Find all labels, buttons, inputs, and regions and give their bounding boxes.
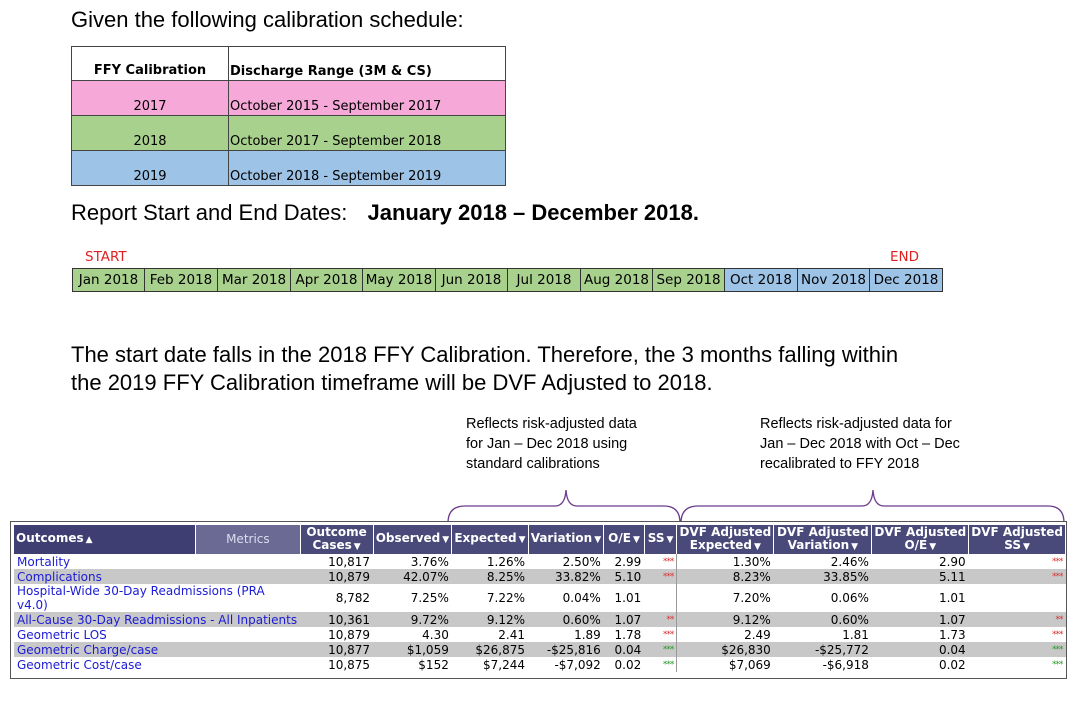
- timeline-month: Jul 2018: [508, 269, 581, 291]
- timeline-month: May 2018: [363, 269, 436, 291]
- outcome-name-text[interactable]: All-Cause 30-Day Readmissions - All Inpatients: [17, 612, 298, 627]
- expected-header-label: Expected: [454, 531, 517, 545]
- timeline-month: Feb 2018: [145, 269, 218, 291]
- table-row[interactable]: [14, 584, 1066, 612]
- expected-cell: 9.12%: [452, 612, 528, 627]
- observed-column-header[interactable]: [373, 525, 452, 554]
- variation-cell: 1.89: [574, 627, 601, 642]
- report-dates-value: January 2018 – December 2018.: [367, 200, 699, 225]
- dvf-variation-cell: -$25,772: [774, 642, 872, 657]
- dvf-ss-cell: [969, 584, 1066, 612]
- right-note-line: Reflects risk-adjusted data for: [760, 416, 952, 432]
- dvf-ss-cell: ***: [969, 569, 1066, 584]
- table-row[interactable]: [14, 627, 1066, 642]
- ss-cell: ***: [644, 627, 677, 642]
- dvf-ss-cell: ***: [1052, 556, 1063, 567]
- ss-cell: [644, 584, 677, 612]
- observed-cell: 4.30: [422, 627, 449, 642]
- dvf-ss-cell: ***: [1052, 629, 1063, 640]
- outcome-cases-cell: 10,817: [328, 554, 371, 569]
- chevron-down-icon: ▼: [594, 535, 602, 545]
- timeline-start-label: START: [85, 249, 127, 265]
- variation-cell: -$25,816: [528, 642, 604, 657]
- dvf-variation-cell: 33.85%: [774, 569, 872, 584]
- dvf-variation-header-line: Variation: [787, 537, 850, 552]
- left-note-line: standard calibrations: [466, 456, 600, 472]
- outcomes-grid: [10, 521, 1067, 679]
- oe-header-label: O/E: [608, 531, 631, 545]
- expected-cell: $7,244: [483, 657, 526, 672]
- table-row[interactable]: [14, 554, 1066, 569]
- dvf-ss-column-header[interactable]: [969, 525, 1066, 554]
- outcomes-column-header[interactable]: [14, 525, 196, 554]
- explanation-line-1: The start date falls in the 2018 FFY Calibration. Therefore, the 3 months falling within: [71, 342, 899, 367]
- observed-cell: $1,059: [373, 642, 452, 657]
- chevron-down-icon: ▼: [754, 541, 761, 552]
- outcome-cases-cell: 10,879: [300, 569, 373, 584]
- timeline-month: Mar 2018: [218, 269, 291, 291]
- calibration-year: 2019: [72, 151, 229, 186]
- outcome-name-text[interactable]: v4.0): [17, 598, 48, 612]
- variation-cell: 0.60%: [528, 612, 604, 627]
- chevron-down-icon: ▼: [851, 541, 859, 552]
- outcome-name[interactable]: [14, 569, 300, 584]
- outcome-name[interactable]: [14, 642, 300, 657]
- outcome-name[interactable]: [14, 584, 300, 612]
- variation-header-label: Variation: [530, 531, 593, 545]
- expected-cell: 2.41: [498, 627, 526, 642]
- explanation-line-2: the 2019 FFY Calibration timeframe will be DVF Adjusted to 2018.: [71, 370, 713, 395]
- outcome-cases-cell: 10,361: [300, 612, 373, 627]
- outcome-cases-cell: 10,877: [300, 642, 373, 657]
- dvf-ss-cell: ***: [969, 642, 1066, 657]
- table-row[interactable]: [14, 569, 1066, 584]
- sort-asc-icon: ▲: [85, 535, 93, 545]
- outcome-cases-header-line: Cases: [312, 537, 352, 552]
- dvf-expected-cell: 8.23%: [677, 569, 774, 584]
- dvf-oe-cell: 0.04: [872, 642, 969, 657]
- variation-cell: 2.50%: [562, 554, 601, 569]
- oe-cell: 1.07: [604, 612, 644, 627]
- dvf-oe-header-line: DVF Adjusted: [874, 524, 967, 539]
- dvf-oe-cell: 0.02: [938, 657, 966, 672]
- right-brace: [681, 490, 1064, 523]
- dvf-oe-cell: 1.01: [938, 591, 966, 605]
- observed-cell: 3.76%: [410, 554, 449, 569]
- chevron-down-icon: ▼: [1023, 541, 1030, 552]
- timeline-month: Oct 2018: [725, 269, 798, 291]
- outcome-cases-column-header[interactable]: [300, 525, 373, 554]
- dvf-oe-cell: 1.07: [872, 612, 969, 627]
- observed-header-label: Observed: [375, 531, 441, 545]
- expected-column-header[interactable]: [452, 525, 528, 554]
- outcome-name-text[interactable]: Mortality: [17, 554, 71, 569]
- oe-cell: 5.10: [604, 569, 644, 584]
- header-discharge-range: Discharge Range (3M & CS): [229, 47, 506, 81]
- oe-cell: 0.04: [604, 642, 644, 657]
- calibration-year: 2017: [72, 81, 229, 116]
- calibration-year: 2018: [72, 116, 229, 151]
- dvf-variation-cell: 1.81: [842, 627, 869, 642]
- variation-cell: 33.82%: [528, 569, 604, 584]
- outcome-name[interactable]: [14, 627, 300, 642]
- ss-cell: **: [644, 612, 677, 627]
- dvf-ss-cell: **: [969, 612, 1066, 627]
- page-heading: Given the following calibration schedule:: [71, 7, 464, 32]
- outcome-name-text[interactable]: Geometric Charge/case: [17, 642, 159, 657]
- grid-body: [14, 554, 1066, 672]
- expected-cell: 1.26%: [486, 554, 526, 569]
- expected-cell: $26,875: [452, 642, 528, 657]
- dvf-expected-column-header[interactable]: [677, 525, 774, 554]
- right-note-line: recalibrated to FFY 2018: [760, 456, 920, 472]
- table-row[interactable]: [14, 612, 1066, 627]
- outcome-name[interactable]: [14, 554, 300, 569]
- report-dates-label: Report Start and End Dates:: [71, 200, 348, 225]
- calibration-range: October 2017 - September 2018: [229, 116, 506, 151]
- dvf-oe-column-header[interactable]: [872, 525, 969, 554]
- timeline-month: Jun 2018: [436, 269, 508, 291]
- calibration-range: October 2015 - September 2017: [229, 81, 506, 116]
- calibration-range: October 2018 - September 2019: [229, 151, 506, 186]
- outcomes-table: [14, 525, 1066, 672]
- left-brace: [448, 490, 680, 523]
- outcome-cases-cell: 10,875: [328, 657, 371, 672]
- outcome-name-text[interactable]: Geometric LOS: [17, 627, 107, 642]
- timeline-month: Nov 2018: [798, 269, 870, 291]
- oe-cell: 2.99: [614, 554, 642, 569]
- dvf-expected-cell: 2.49: [744, 627, 771, 642]
- dvf-variation-header-line: DVF Adjusted: [776, 524, 869, 539]
- dvf-variation-cell: 2.46%: [830, 554, 869, 569]
- expected-cell: 8.25%: [452, 569, 528, 584]
- dvf-oe-cell: 1.73: [938, 627, 966, 642]
- outcome-name-text[interactable]: Hospital-Wide 30-Day Readmissions (PRA: [17, 584, 265, 598]
- timeline-month: Jan 2018: [73, 269, 145, 291]
- oe-cell: 1.78: [614, 627, 642, 642]
- outcome-cases-cell: 8,782: [335, 591, 371, 605]
- timeline-month: Sep 2018: [653, 269, 725, 291]
- dvf-oe-header-line: O/E: [904, 537, 928, 552]
- dvf-expected-cell: $26,830: [677, 642, 774, 657]
- outcome-cases-header-line: Outcome: [306, 524, 367, 539]
- dvf-ss-header-line: SS: [1004, 537, 1021, 552]
- observed-cell: 9.72%: [373, 612, 452, 627]
- outcome-name-text[interactable]: Geometric Cost/case: [17, 657, 142, 672]
- outcome-name[interactable]: [14, 612, 300, 627]
- observed-cell: 7.25%: [410, 591, 449, 605]
- oe-cell: 1.01: [614, 591, 642, 605]
- observed-cell: 42.07%: [373, 569, 452, 584]
- dvf-variation-cell: -$6,918: [822, 657, 869, 672]
- dvf-expected-cell: 1.30%: [732, 554, 771, 569]
- dvf-ss-header-line: DVF Adjusted: [971, 524, 1063, 539]
- right-note-line: Jan – Dec 2018 with Oct – Dec: [760, 436, 960, 452]
- table-row[interactable]: [14, 657, 1066, 672]
- chevron-down-icon: ▼: [518, 535, 526, 545]
- outcome-cases-cell: 10,879: [328, 627, 371, 642]
- observed-cell: $152: [418, 657, 449, 672]
- left-note-line: Reflects risk-adjusted data: [466, 416, 637, 432]
- timeline-month: Dec 2018: [870, 269, 942, 291]
- outcomes-header-label: Outcomes: [16, 531, 84, 545]
- chevron-down-icon: ▼: [929, 541, 937, 552]
- ss-cell: ***: [644, 569, 677, 584]
- timeline-month: Apr 2018: [291, 269, 363, 291]
- table-row[interactable]: [14, 642, 1066, 657]
- ss-cell: ***: [644, 642, 677, 657]
- variation-cell: -$7,092: [554, 657, 601, 672]
- oe-cell: 0.02: [614, 657, 642, 672]
- dvf-variation-cell: 0.06%: [830, 591, 869, 605]
- variation-column-header[interactable]: [528, 525, 604, 554]
- dvf-expected-cell: 7.20%: [732, 591, 771, 605]
- variation-cell: 0.04%: [562, 591, 601, 605]
- dvf-variation-column-header[interactable]: [774, 525, 872, 554]
- chevron-down-icon: ▼: [442, 535, 450, 545]
- chevron-down-icon: ▼: [353, 541, 361, 552]
- dvf-expected-header-line: DVF Adjusted: [679, 524, 772, 539]
- ss-header-label: SS: [647, 531, 665, 545]
- grid-header-row: [14, 525, 1066, 554]
- dvf-oe-cell: 2.90: [938, 554, 966, 569]
- metrics-column-header[interactable]: Metrics: [196, 525, 300, 554]
- ss-cell: ***: [644, 657, 677, 672]
- dvf-expected-cell: 9.12%: [677, 612, 774, 627]
- outcome-name-text[interactable]: Complications: [17, 569, 102, 584]
- dvf-ss-cell: ***: [1052, 659, 1063, 670]
- oe-column-header[interactable]: [604, 525, 644, 554]
- dvf-variation-cell: 0.60%: [774, 612, 872, 627]
- outcome-name[interactable]: [14, 657, 300, 672]
- chevron-down-icon: ▼: [666, 535, 674, 545]
- expected-cell: 7.22%: [486, 591, 526, 605]
- ss-column-header[interactable]: [644, 525, 677, 554]
- timeline-end-label: END: [890, 249, 920, 265]
- dvf-expected-header-line: Expected: [689, 537, 753, 552]
- header-ffy-calibration: FFY Calibration: [72, 47, 229, 81]
- ss-cell: ***: [644, 554, 677, 569]
- dvf-oe-cell: 5.11: [872, 569, 969, 584]
- left-note-line: for Jan – Dec 2018 using: [466, 436, 628, 452]
- chevron-down-icon: ▼: [632, 535, 640, 545]
- timeline-month: Aug 2018: [581, 269, 653, 291]
- dvf-expected-cell: $7,069: [728, 657, 771, 672]
